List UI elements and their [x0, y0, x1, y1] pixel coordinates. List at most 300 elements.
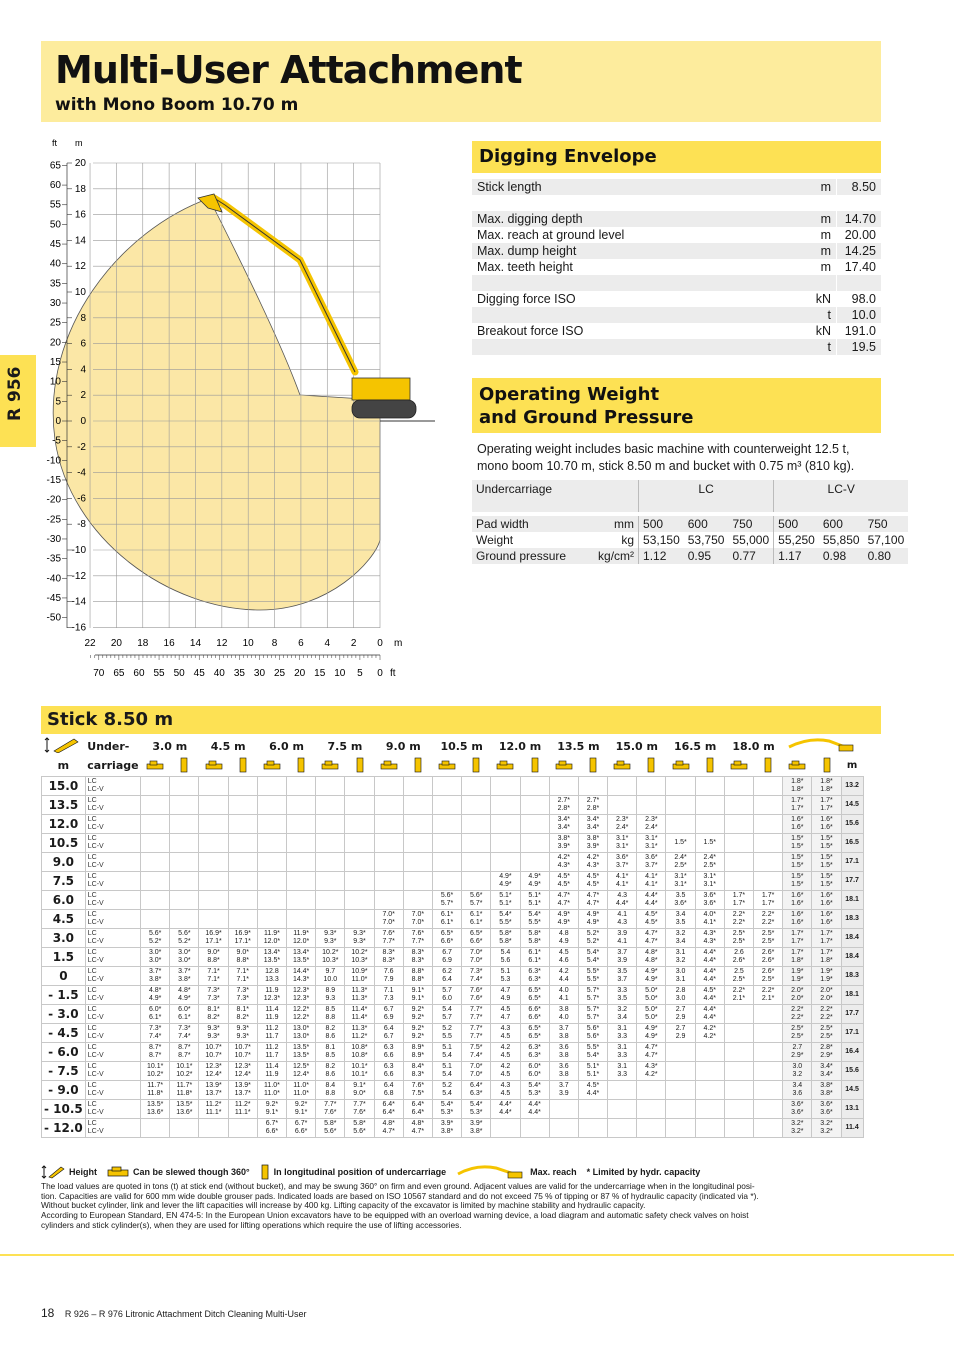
load-value: [666, 1043, 695, 1062]
load-lc: 5.4: [442, 1005, 452, 1013]
load-value: [345, 929, 374, 948]
load-value: [812, 815, 841, 834]
load-value: [724, 777, 753, 796]
load-lc: 4.3*: [645, 1062, 658, 1070]
load-lc: 1.9*: [791, 967, 804, 975]
load-lc: 1.5*: [791, 853, 804, 861]
load-value: [695, 853, 724, 872]
slew-icon: [107, 1166, 129, 1178]
load-lcv: 4.4*: [703, 957, 716, 964]
load-value: [637, 853, 666, 872]
load-lc: 5.1: [500, 967, 511, 975]
load-value: [695, 1024, 724, 1043]
load-lcv: 4.9*: [557, 919, 571, 926]
x-ft-tick-label: 5: [357, 668, 363, 679]
note-line: cylinders and stick cylinder(s), when they are used for lifting operations which require the use of lifting accessories.: [41, 1219, 462, 1230]
load-value: [491, 1005, 520, 1024]
load-lcv: 6.1*: [528, 957, 541, 964]
load-value: [141, 796, 170, 815]
load-lcv: 4.1*: [615, 881, 629, 888]
load-lcv: 4.0: [558, 1014, 569, 1021]
load-value: [812, 948, 841, 967]
load-lc: 10.1*: [351, 1062, 368, 1070]
load-lc: 9.2*: [411, 1005, 425, 1013]
load-lcv: 6.6: [383, 1052, 394, 1059]
digging-unit: [802, 275, 837, 291]
load-value: [608, 1043, 637, 1062]
uc-lc: LC: [87, 872, 97, 880]
load-lcv: 9.2*: [411, 1014, 425, 1021]
load-lcv: 2.5*: [703, 862, 716, 869]
load-value: [403, 891, 432, 910]
max-reach-value: 16.4: [841, 1043, 863, 1062]
uc-lc: LC: [87, 986, 97, 994]
digging-row: [472, 243, 881, 259]
load-lc: 3.6*: [820, 1100, 833, 1108]
load-lcv: 10.2*: [147, 1071, 164, 1078]
load-lcv: 12.3*: [263, 995, 281, 1002]
x-ft-tick-label: 55: [153, 668, 165, 679]
load-lcv: 5.3*: [528, 1090, 541, 1097]
load-value: [520, 834, 549, 853]
load-value: [374, 1024, 403, 1043]
undercarriage-cell: [85, 986, 140, 1005]
load-lc: 6.7*: [265, 1119, 279, 1127]
load-lc: 7.0*: [470, 1062, 483, 1070]
load-value: [403, 1005, 432, 1024]
uc-lc: LC: [87, 834, 97, 842]
load-lc: 3.6: [558, 1043, 569, 1051]
load-value: [403, 853, 432, 872]
longitudinal-icon-cell: [578, 757, 607, 777]
load-lc: 1.6*: [820, 891, 833, 899]
lift-row: [42, 872, 864, 891]
load-lc: 13.4*: [263, 948, 281, 956]
digging-label: Breakout force ISO: [477, 324, 584, 338]
load-lc: 4.4*: [499, 1100, 512, 1108]
load-value: [783, 986, 812, 1005]
lift-icon-row: [42, 757, 864, 777]
load-value: [403, 777, 432, 796]
load-lc: 13.5*: [292, 1043, 310, 1051]
load-lc: 11.2: [265, 1043, 279, 1051]
lift-row: [42, 853, 864, 872]
load-lc: 2.2*: [732, 910, 746, 918]
load-lcv: 6.6*: [265, 1128, 279, 1135]
ow-row: [472, 548, 908, 564]
load-lc: 4.9*: [557, 910, 571, 918]
load-lcv: 5.6*: [324, 1128, 337, 1135]
load-lcv: 3.3: [617, 1033, 628, 1040]
load-lc: 3.6*: [645, 853, 658, 861]
m-tick-label: 14: [74, 235, 86, 247]
load-lc: 5.4*: [528, 910, 541, 918]
load-value: [432, 853, 461, 872]
lift-row: [42, 910, 864, 929]
excavator-tracks: [352, 400, 416, 418]
ow-undercarriage-label: Undercarriage: [472, 480, 639, 512]
load-lc: 2.0*: [791, 986, 804, 994]
load-value: [345, 777, 374, 796]
load-value: [141, 853, 170, 872]
load-value: [666, 1062, 695, 1081]
load-lcv: 4.9*: [499, 881, 512, 888]
load-lc: 4.5: [500, 1005, 511, 1013]
load-lc: 4.9*: [645, 967, 658, 975]
load-lcv: 2.6*: [732, 957, 746, 964]
load-lcv: 1.7*: [732, 900, 746, 907]
load-value: [578, 986, 607, 1005]
load-value: [374, 872, 403, 891]
load-value: [287, 815, 316, 834]
load-lcv: 11.8*: [176, 1090, 193, 1097]
load-value: [812, 1005, 841, 1024]
uc-lc: LC: [87, 967, 97, 975]
digging-unit: kN: [815, 324, 831, 338]
load-value: [316, 910, 345, 929]
load-lcv: 2.9: [675, 1014, 686, 1021]
load-value: [491, 929, 520, 948]
load-lc: 6.0*: [148, 1005, 162, 1013]
load-lcv: 7.7*: [470, 1033, 483, 1040]
load-lc: 7.1*: [236, 967, 249, 975]
lift-row: [42, 1100, 864, 1119]
height-icon: [44, 737, 80, 753]
uc-lc: LC: [87, 891, 97, 899]
load-value: [549, 1024, 578, 1043]
load-lcv: 4.9*: [645, 976, 658, 983]
load-lc: 4.9*: [586, 910, 600, 918]
load-lc: 10.9*: [351, 967, 368, 975]
digging-label: Max. dump height: [472, 243, 802, 259]
load-value: [257, 986, 286, 1005]
legend-longitudinal: In longitudinal position of undercarriage: [273, 1167, 447, 1177]
load-lc: 5.6*: [586, 1024, 600, 1032]
load-value: [491, 948, 520, 967]
load-value: [228, 777, 257, 796]
load-value: [695, 986, 724, 1005]
load-lcv: 4.3*: [703, 938, 716, 945]
load-value: [695, 815, 724, 834]
load-lc: 5.4*: [440, 1100, 454, 1108]
load-lc: 3.1*: [674, 872, 687, 880]
load-lcv: 5.5*: [528, 919, 541, 926]
load-value: [316, 986, 345, 1005]
load-value: [345, 1081, 374, 1100]
load-lc: 4.5*: [586, 872, 600, 880]
load-value: [549, 967, 578, 986]
load-value: [724, 910, 753, 929]
max-reach-value: 11.4: [841, 1119, 863, 1138]
load-lcv: 4.5: [500, 1071, 511, 1078]
load-value: [432, 777, 461, 796]
load-lc: 8.3*: [382, 948, 395, 956]
load-value: [170, 1100, 199, 1119]
max-reach-value: 15.6: [841, 815, 863, 834]
load-lcv: 4.9: [558, 938, 569, 945]
load-lc: 2.2*: [761, 986, 775, 994]
load-value: [287, 1119, 316, 1138]
note-line: tion. Capacities are valid for 600 mm wide double grouser pads. Indicated loads are based on ISO 10567 standard and do not exceed 75 % of tipping or 87 % of hydraulic capacity (indicated via *).: [41, 1190, 759, 1201]
uc-lc: LC: [87, 1005, 97, 1013]
load-lc: 8.9*: [411, 1043, 425, 1051]
radius-header: 15.0 m: [608, 737, 666, 757]
load-lc: 4.5*: [703, 986, 716, 994]
x-ft-tick-label: 25: [274, 668, 286, 679]
load-lcv: 11.1*: [205, 1109, 222, 1116]
load-lc: 2.3*: [615, 815, 629, 823]
load-lcv: 8.8: [325, 1014, 336, 1021]
load-lc: 7.7*: [324, 1100, 337, 1108]
undercarriage-cell: [85, 891, 140, 910]
load-lc: 7.7*: [353, 1100, 366, 1108]
longitudinal-icon: [414, 757, 422, 773]
m-tick-label: 12: [74, 261, 86, 273]
load-value: [549, 1081, 578, 1100]
load-value: [287, 853, 316, 872]
load-lcv: 11.3*: [351, 995, 368, 1002]
stick-heading: Stick 8.50 m: [41, 706, 881, 734]
load-lcv: 8.3*: [382, 957, 395, 964]
load-lcv: 1.6*: [791, 900, 804, 907]
slew-icon-cell: [724, 757, 753, 777]
load-height: - 12.0: [42, 1119, 86, 1138]
load-lc: 7.0*: [382, 910, 395, 918]
load-value: [724, 796, 753, 815]
load-lc: 2.4*: [674, 853, 687, 861]
m-tick-label: -14: [71, 596, 86, 608]
digging-row: [472, 339, 881, 355]
digging-unit: kN: [815, 292, 831, 306]
load-value: [520, 910, 549, 929]
load-lcv: 3.4: [617, 1014, 628, 1021]
load-value: [608, 910, 637, 929]
load-value: [812, 891, 841, 910]
load-value: [812, 1043, 841, 1062]
load-lcv: 11.7: [265, 1052, 279, 1059]
digging-unit: m: [802, 243, 837, 259]
load-value: [724, 1005, 753, 1024]
load-value: [754, 777, 783, 796]
load-lcv: 5.7*: [586, 1014, 600, 1021]
load-lc: 9.2*: [411, 1024, 425, 1032]
load-value: [549, 815, 578, 834]
load-value: [316, 891, 345, 910]
load-value: [783, 1043, 812, 1062]
load-lc: 11.0*: [264, 1081, 280, 1089]
load-value: [783, 1119, 812, 1138]
load-lcv: 1.8*: [791, 786, 804, 793]
max-reach-icon: [456, 1164, 526, 1180]
load-lcv: 2.5*: [674, 862, 687, 869]
load-lc: 4.4*: [528, 1100, 541, 1108]
load-value: [141, 1100, 170, 1119]
load-lcv: 1.5*: [703, 838, 716, 846]
load-lcv: 4.3*: [586, 862, 600, 869]
load-lc: 5.8*: [324, 1119, 337, 1127]
load-value: [462, 929, 491, 948]
load-height: 0: [42, 967, 86, 986]
load-value: [812, 1100, 841, 1119]
load-lc: 11.4: [265, 1062, 279, 1070]
undercarriage-cell: [85, 948, 140, 967]
ow-row: [472, 516, 908, 532]
ft-tick-label: -45: [46, 592, 61, 604]
load-lc: 4.1*: [615, 872, 629, 880]
load-lc: 2.5*: [820, 1024, 833, 1032]
load-value: [491, 1081, 520, 1100]
ft-tick-label: 35: [49, 278, 61, 290]
load-value: [608, 834, 637, 853]
load-lc: 5.8*: [499, 929, 512, 937]
load-lc: 10.7*: [205, 1043, 222, 1051]
load-value: [666, 986, 695, 1005]
load-value: [257, 929, 286, 948]
load-lc: 2.7*: [586, 796, 600, 804]
footnote-text: [41, 1182, 883, 1231]
load-value: [287, 910, 316, 929]
load-value: [783, 1062, 812, 1081]
load-value: [520, 929, 549, 948]
load-value: [141, 872, 170, 891]
slew-icon: [555, 759, 573, 771]
undercarriage-cell: [85, 1081, 140, 1100]
load-value: [257, 872, 286, 891]
load-lc: 1.5*: [820, 872, 833, 880]
load-value: [199, 929, 228, 948]
load-value: [724, 986, 753, 1005]
load-lc: 3.7: [617, 948, 628, 956]
digging-value: 19.5: [837, 339, 882, 355]
load-lc: 5.1*: [586, 1062, 600, 1070]
load-lcv: 4.2*: [645, 1071, 658, 1078]
load-lcv: 13.6*: [147, 1109, 164, 1116]
load-value: [462, 1043, 491, 1062]
load-value: [257, 834, 286, 853]
lift-row: [42, 796, 864, 815]
load-value: [724, 891, 753, 910]
load-value: [257, 853, 286, 872]
load-lcv: 6.0: [442, 995, 452, 1002]
load-lcv: 3.9: [558, 1090, 569, 1097]
load-lc: 5.2: [442, 1081, 452, 1089]
longitudinal-icon-cell: [695, 757, 724, 777]
load-value: [695, 929, 724, 948]
load-value: [141, 967, 170, 986]
load-value: [257, 1081, 286, 1100]
load-lcv: 4.4*: [499, 1109, 512, 1116]
load-value: [228, 1024, 257, 1043]
load-lcv: 4.8*: [645, 957, 658, 964]
load-lcv: 3.8*: [178, 976, 191, 983]
load-value: [520, 948, 549, 967]
load-value: [491, 1062, 520, 1081]
load-lc: 2.4*: [703, 853, 716, 861]
uc-lcv: LC-V: [87, 824, 104, 831]
load-value: [520, 891, 549, 910]
load-value: [170, 872, 199, 891]
load-lcv: 2.4*: [645, 824, 658, 831]
digging-value: 17.40: [837, 259, 882, 275]
load-lc: 3.9*: [440, 1119, 454, 1127]
load-lc: 8.4*: [411, 1062, 425, 1070]
ow-unit: kg: [621, 533, 635, 547]
load-value: [228, 1081, 257, 1100]
load-lc: 13.4*: [292, 948, 310, 956]
load-value: [695, 1062, 724, 1081]
load-lcv: 2.9: [675, 1033, 686, 1040]
ft-tick-label: 5: [55, 396, 61, 408]
undercarriage-cell: [85, 872, 140, 891]
ft-tick-label: 25: [49, 317, 61, 329]
undercarriage-cell: [85, 967, 140, 986]
load-lcv: 2.5*: [732, 976, 746, 983]
load-lcv: 1.5*: [820, 881, 833, 888]
load-lcv: 8.2*: [236, 1014, 249, 1021]
load-lcv: 4.5: [500, 1052, 511, 1059]
load-lc: 9.1*: [411, 986, 425, 994]
uc-lcv: LC-V: [87, 1128, 104, 1135]
load-value: [257, 815, 286, 834]
digging-unit: t: [802, 307, 837, 323]
legend-limited: * Limited by hydr. capacity: [586, 1167, 701, 1177]
load-value: [462, 1081, 491, 1100]
slew-icon: [263, 759, 281, 771]
load-lc: 2.6*: [761, 948, 775, 956]
max-reach-value: 13.2: [841, 777, 863, 796]
load-lc: 2.8: [675, 986, 686, 994]
note-line: The load values are quoted in tons (t) at stick end (without bucket), and may be swung 360° on firm and even ground. Adjacent values are valid for the undercarriage when in the longitudinal posi-: [41, 1181, 755, 1191]
load-lc: 1.5*: [791, 834, 804, 842]
load-value: [695, 872, 724, 891]
load-value: [520, 1024, 549, 1043]
load-lcv: 9.3*: [207, 1033, 220, 1040]
load-value: [754, 1043, 783, 1062]
load-lcv: 7.4*: [148, 1033, 162, 1040]
load-lcv: 11.0*: [351, 976, 368, 983]
load-lc: 8.4: [325, 1081, 336, 1089]
load-lcv: 6.3*: [528, 976, 541, 983]
load-value: [637, 948, 666, 967]
slew-icon: [672, 759, 690, 771]
load-value: [228, 1100, 257, 1119]
load-value: [783, 777, 812, 796]
load-value: [374, 1062, 403, 1081]
load-value: [724, 967, 753, 986]
load-lcv: 4.9*: [528, 881, 541, 888]
load-lcv: 3.0*: [148, 957, 162, 964]
slew-icon-cell: [549, 757, 578, 777]
ow-lcv-header: LC-V: [774, 480, 909, 512]
x-m-tick-label: 8: [271, 638, 278, 649]
max-reach-value: 17.1: [841, 1024, 863, 1043]
load-lcv: 1.5*: [820, 862, 833, 869]
load-lc: 4.2*: [703, 1024, 716, 1032]
load-lcv: 10.8*: [351, 1052, 368, 1059]
load-lcv: 10.3*: [351, 957, 368, 964]
load-lc: 1.8*: [820, 777, 833, 785]
x-ft-tick-label: 0: [377, 668, 383, 679]
m-tick-label: -12: [71, 570, 86, 582]
load-lcv: 9.1*: [265, 1109, 279, 1116]
load-lc: 5.0*: [645, 986, 658, 994]
load-lcv: 6.7: [383, 1033, 394, 1040]
load-lc: 4.7: [500, 986, 511, 994]
load-lcv: 9.3: [325, 995, 336, 1002]
load-lcv: 9.3*: [236, 1033, 249, 1040]
load-value: [170, 891, 199, 910]
load-value: [316, 796, 345, 815]
